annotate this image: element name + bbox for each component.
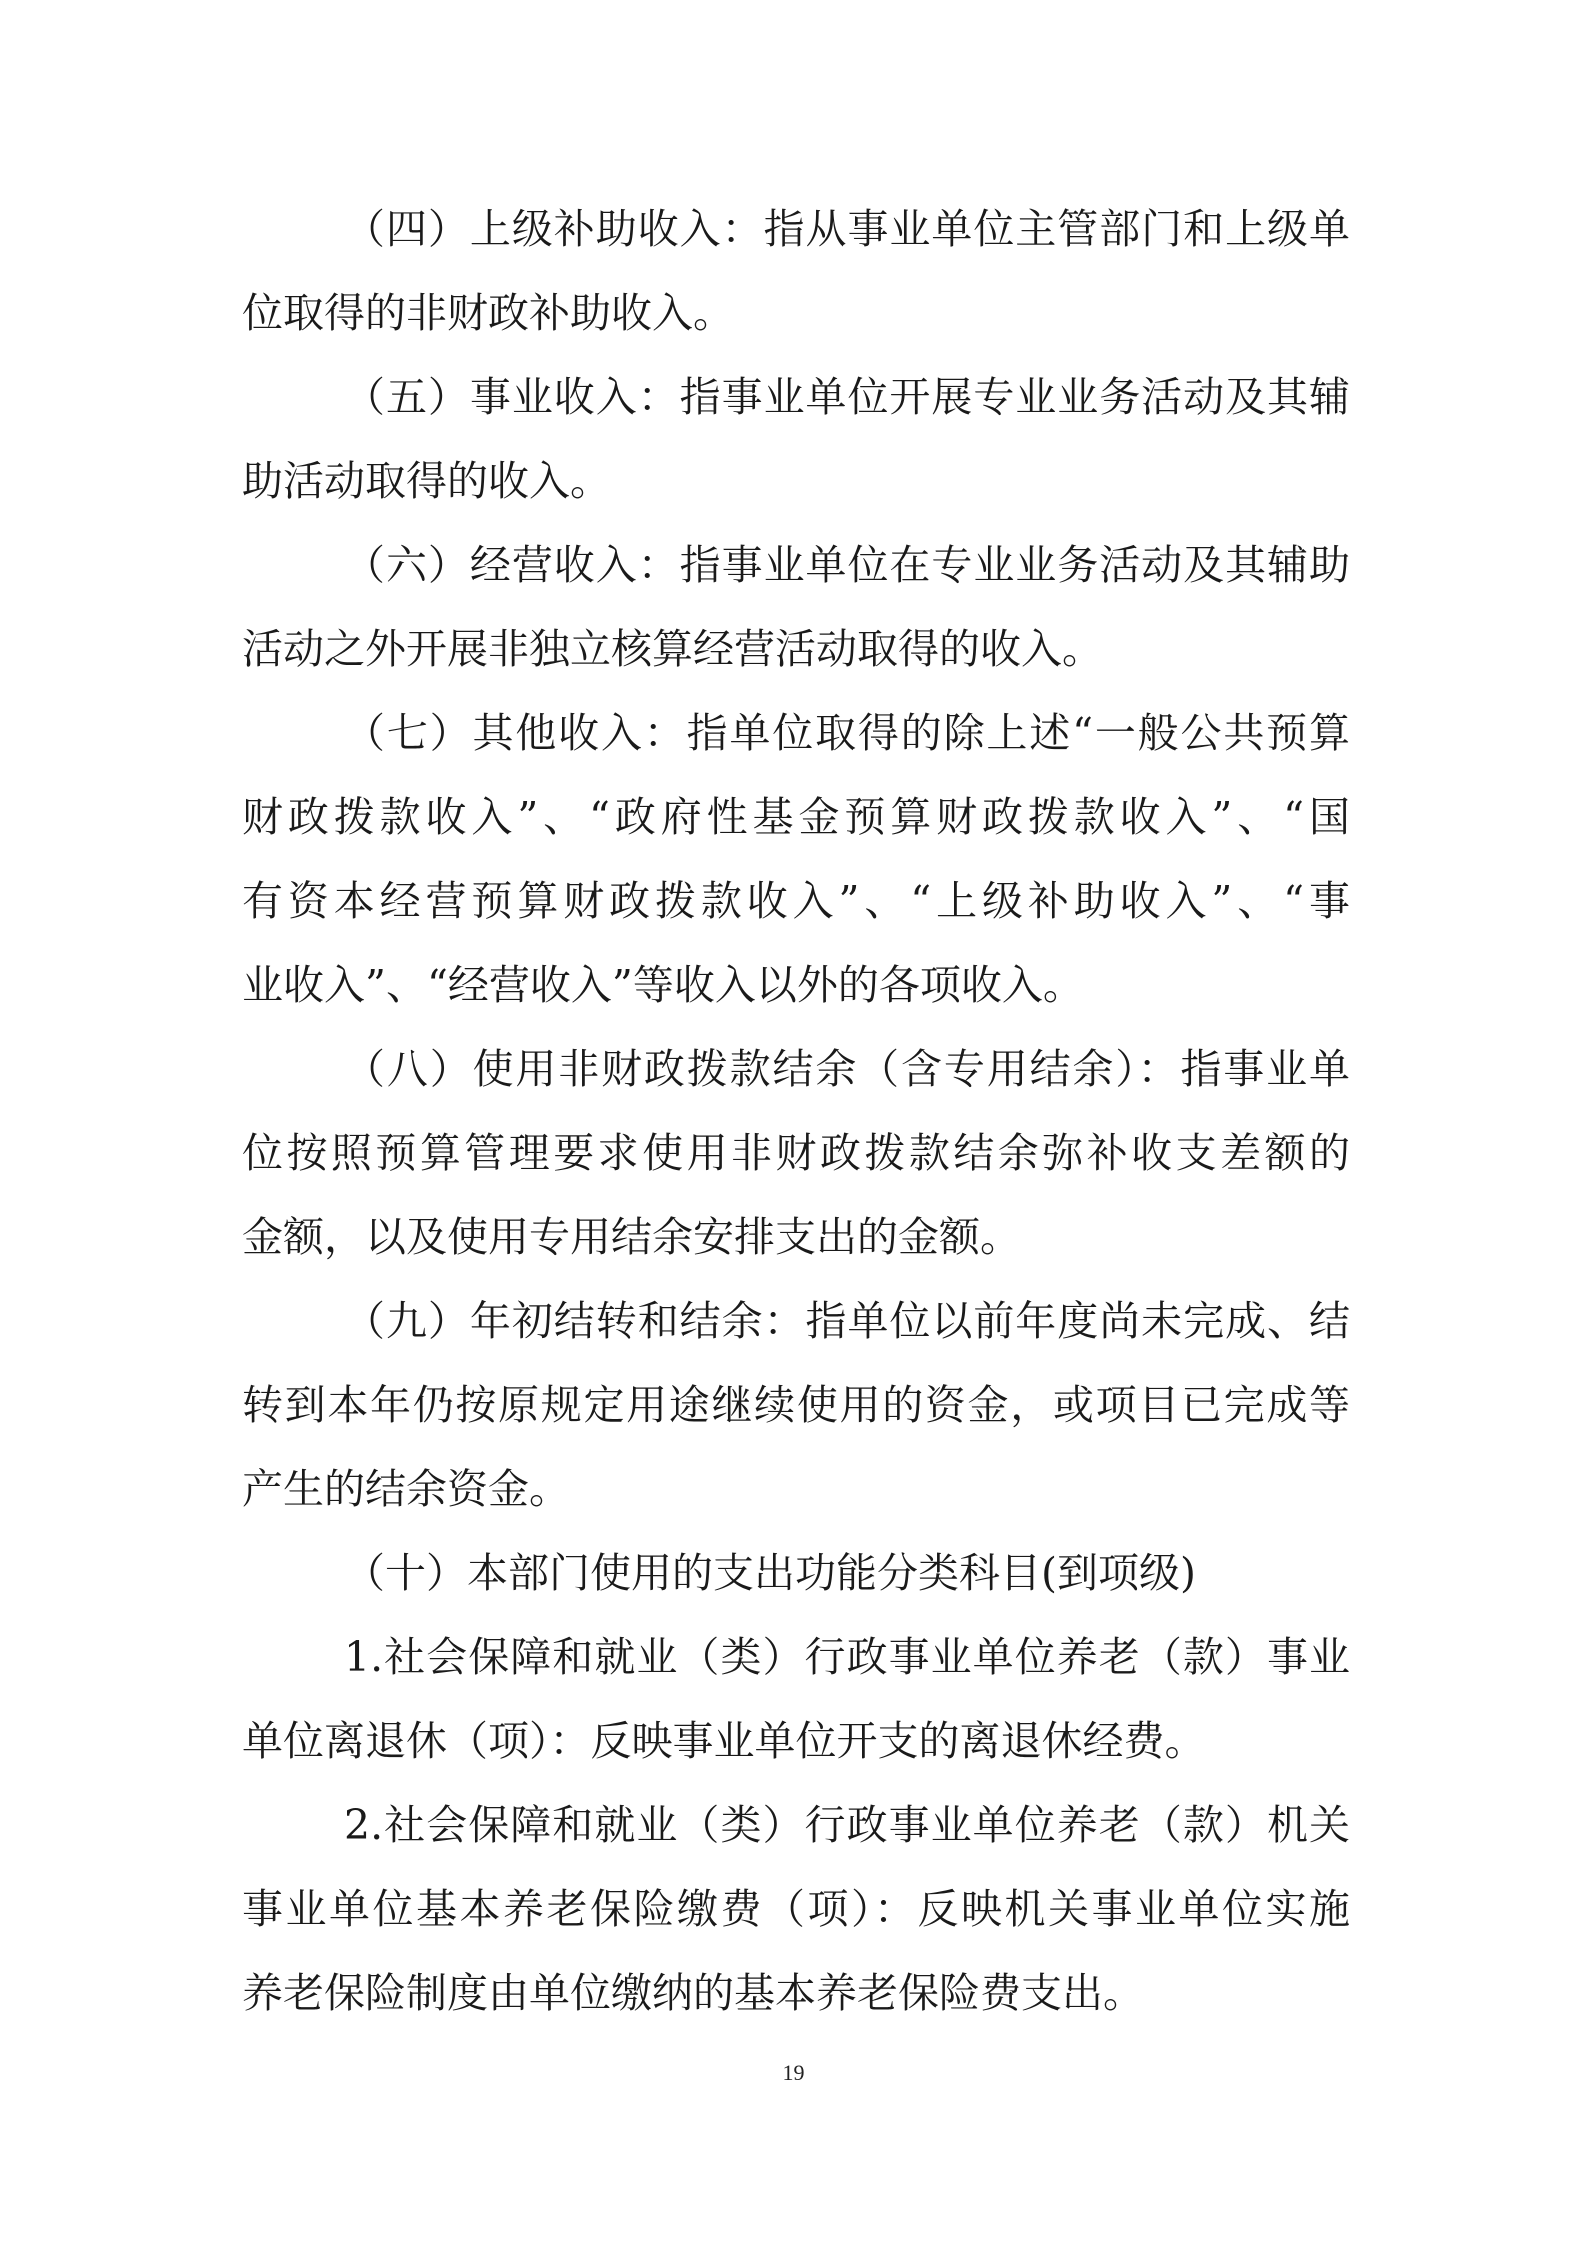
text-line: （八）使用非财政拨款结余（含专用结余）：指事业单	[344, 1045, 1350, 1093]
text-line: （四）上级补助收入：指从事业单位主管部门和上级单	[344, 205, 1350, 253]
text-line: 位按照预算管理要求使用非财政拨款结余弥补收支差额的	[242, 1129, 1350, 1177]
text-line: 有资本经营预算财政拨款收入”、“上级补助收入”、“事	[242, 877, 1350, 925]
page-number: 19	[782, 2060, 805, 2085]
text-line: 活动之外开展非独立核算经营活动取得的收入。	[242, 625, 1103, 673]
text-line: 1.社会保障和就业（类）行政事业单位养老（款）事业	[344, 1633, 1350, 1681]
text-line: （六）经营收入：指事业单位在专业业务活动及其辅助	[344, 541, 1350, 589]
text-line: （七）其他收入：指单位取得的除上述“一般公共预算	[344, 709, 1350, 757]
text-line: 业收入”、“经营收入”等收入以外的各项收入。	[242, 961, 1084, 1009]
text-line: 产生的结余资金。	[242, 1465, 570, 1513]
text-line: 财政拨款收入”、“政府性基金预算财政拨款收入”、“国	[242, 793, 1350, 841]
text-line: （九）年初结转和结余：指单位以前年度尚未完成、结	[344, 1297, 1350, 1345]
text-line: （十）本部门使用的支出功能分类科目(到项级)	[344, 1549, 1196, 1597]
text-line: 位取得的非财政补助收入。	[242, 289, 734, 337]
text-line: 事业单位基本养老保险缴费（项）：反映机关事业单位实施	[242, 1885, 1350, 1933]
text-line: 转到本年仍按原规定用途继续使用的资金，或项目已完成等	[242, 1381, 1350, 1429]
text-line: 单位离退休（项）：反映事业单位开支的离退休经费。	[242, 1717, 1206, 1765]
body-text	[242, 187, 1350, 2035]
text-line: 金额，以及使用专用结余安排支出的金额。	[242, 1213, 1021, 1261]
text-line: 2.社会保障和就业（类）行政事业单位养老（款）机关	[344, 1801, 1350, 1849]
text-line: （五）事业收入：指事业单位开展专业业务活动及其辅	[344, 373, 1350, 421]
text-line: 养老保险制度由单位缴纳的基本养老保险费支出。	[242, 1969, 1144, 2017]
text-line: 助活动取得的收入。	[242, 457, 611, 505]
